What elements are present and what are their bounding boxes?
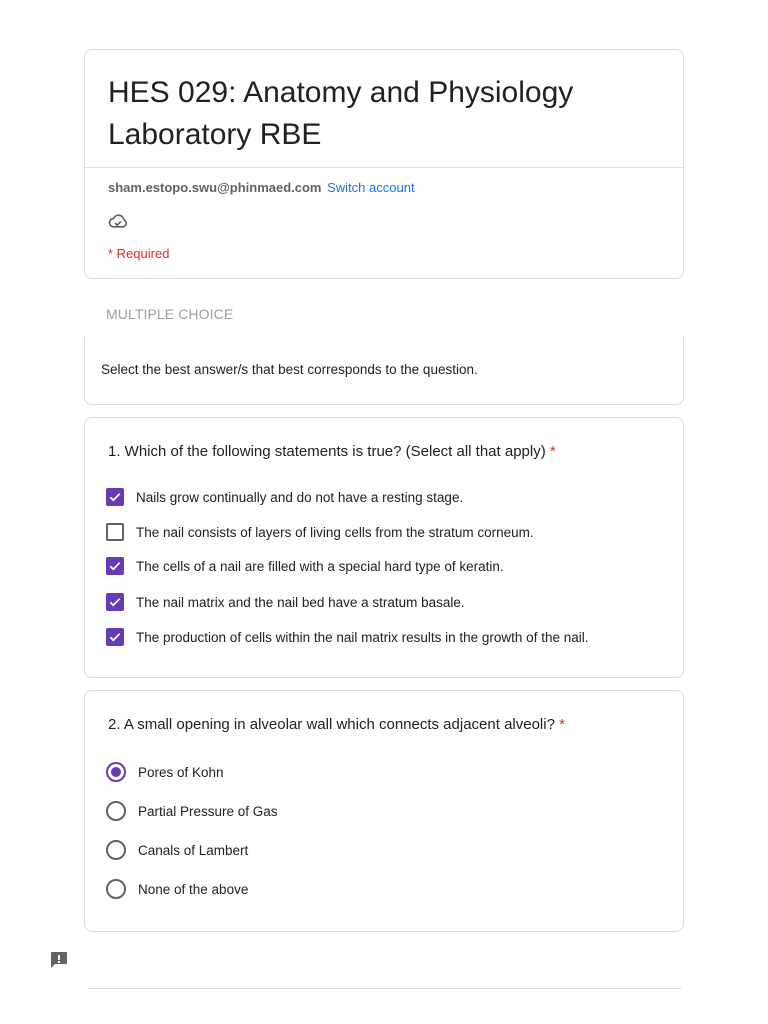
question-text: 2. A small opening in alveolar wall which connects adjacent alveoli? [108, 716, 555, 733]
checkbox-checked[interactable] [106, 593, 124, 611]
radio-unselected[interactable] [106, 840, 126, 860]
checkbox-checked[interactable] [106, 628, 124, 646]
required-star: * [559, 716, 565, 733]
radio-unselected[interactable] [106, 879, 126, 899]
option-label: The nail consists of layers of living cells from the stratum corneum. [136, 524, 534, 540]
section-title: MULTIPLE CHOICE [106, 306, 234, 322]
report-abuse-icon[interactable] [49, 950, 69, 970]
section-description: Select the best answer/s that best corresponds to the question. [101, 362, 478, 377]
checkbox-option[interactable] [106, 520, 534, 544]
switch-account-link[interactable]: Switch account [327, 180, 415, 195]
question-card-1 [84, 417, 684, 678]
checkbox-unchecked[interactable] [106, 523, 124, 541]
title-divider [85, 167, 683, 168]
question-title [108, 715, 565, 735]
option-label: Canals of Lambert [138, 842, 249, 858]
option-label: The cells of a nail are filled with a special hard type of keratin. [136, 558, 504, 574]
required-star: * [549, 443, 556, 460]
checkbox-checked[interactable] [106, 488, 124, 506]
checkbox-option[interactable] [106, 590, 465, 614]
question-text: 1. Which of the following statements is true? (Select all that apply) [108, 443, 546, 460]
section-description-card [84, 337, 684, 405]
option-label: Partial Pressure of Gas [138, 803, 278, 819]
checkmark-icon [108, 490, 122, 504]
radio-option[interactable] [106, 799, 278, 823]
option-label: None of the above [138, 881, 249, 897]
option-label: The production of cells within the nail matrix results in the growth of the nail. [136, 629, 589, 645]
cloud-saved-icon [108, 212, 128, 230]
radio-option[interactable] [106, 760, 224, 784]
question-title [108, 442, 556, 462]
checkbox-option[interactable] [106, 554, 504, 578]
radio-dot [111, 767, 121, 777]
radio-unselected[interactable] [106, 801, 126, 821]
radio-selected[interactable] [106, 762, 126, 782]
account-line [108, 180, 415, 196]
form-title: HES 029: Anatomy and Physiology Laboratory RBE [108, 76, 574, 151]
form-header-card [84, 49, 684, 279]
option-label: Pores of Kohn [138, 764, 224, 780]
account-email: sham.estopo.swu@phinmaed.com [108, 180, 322, 195]
checkbox-checked[interactable] [106, 557, 124, 575]
question-card-2 [84, 690, 684, 932]
checkmark-icon [108, 630, 122, 644]
option-label: The nail matrix and the nail bed have a stratum basale. [136, 594, 465, 610]
option-label: Nails grow continually and do not have a resting stage. [136, 489, 464, 505]
checkmark-icon [108, 559, 122, 573]
required-note: * Required [108, 246, 170, 261]
bottom-divider [88, 988, 681, 989]
checkmark-icon [108, 595, 122, 609]
radio-option[interactable] [106, 877, 248, 901]
checkbox-option[interactable] [106, 625, 588, 649]
radio-option[interactable] [106, 838, 248, 862]
checkbox-option[interactable] [106, 485, 463, 509]
